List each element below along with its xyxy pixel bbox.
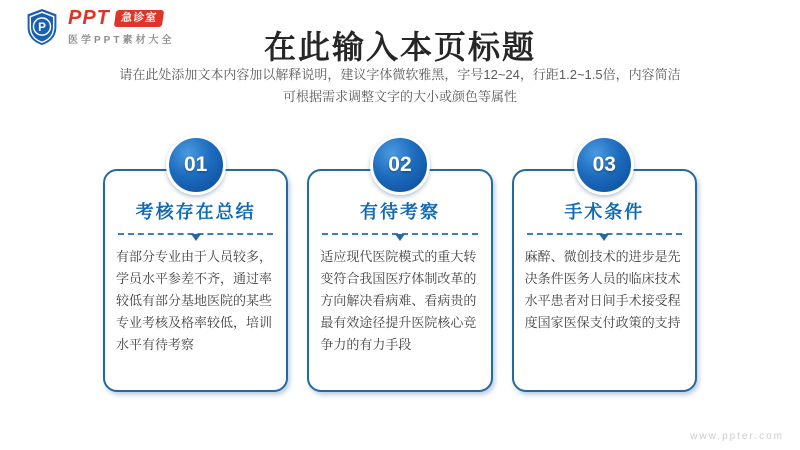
card-3 (512, 135, 697, 392)
card-1 (103, 135, 288, 392)
card-3-title: 手术条件 (564, 202, 645, 222)
card-2-box (307, 169, 492, 392)
card-1-title: 考核存在总结 (135, 202, 256, 222)
card-1-box (103, 169, 288, 392)
card-3-divider (527, 233, 682, 235)
card-1-divider (118, 233, 273, 235)
page-title: 在此输入本页标题 (263, 29, 536, 65)
brand-name: PPT (68, 7, 110, 29)
card-2-body: 适应现代医院模式的重大转变符合我国医疗体制改革的方向解决看病难、看病贵的最有效途径提升医院核心竞争力的有力手段 (320, 249, 477, 352)
card-3-number-badge: 03 (574, 135, 634, 195)
card-1-number-badge: 01 (166, 135, 226, 195)
card-2-number-badge: 02 (370, 135, 430, 195)
card-2 (307, 135, 492, 392)
subtitle-line-2: 可根据需求调整文字的大小或颜色等属性 (282, 89, 517, 104)
card-2-title: 有待考察 (359, 202, 440, 222)
subtitle-line-1: 请在此处添加文本内容加以解释说明，建议字体微软雅黑，字号12~24，行距1.2~1.5倍，内容简洁 (119, 67, 681, 82)
shield-letter: P (38, 21, 46, 35)
card-3-box (512, 169, 697, 392)
page-subtitle (60, 64, 740, 108)
brand-badge: 急诊室 (114, 10, 164, 27)
card-1-body: 有部分专业由于人员较多，学员水平参差不齐，通过率较低有部分基地医院的某些专业考核及格率较低，培训水平有待考察 (116, 249, 273, 352)
card-2-divider (322, 233, 477, 235)
card-3-body: 麻醉、微创技术的进步是先决条件医务人员的临床技术水平患者对日间手术接受程度国家医保支付政策的支持 (524, 249, 681, 330)
brand-tagline: 医学PPT素材大全 (68, 35, 175, 46)
cards-row (103, 135, 697, 392)
website-url: www.ppter.com (690, 431, 784, 442)
